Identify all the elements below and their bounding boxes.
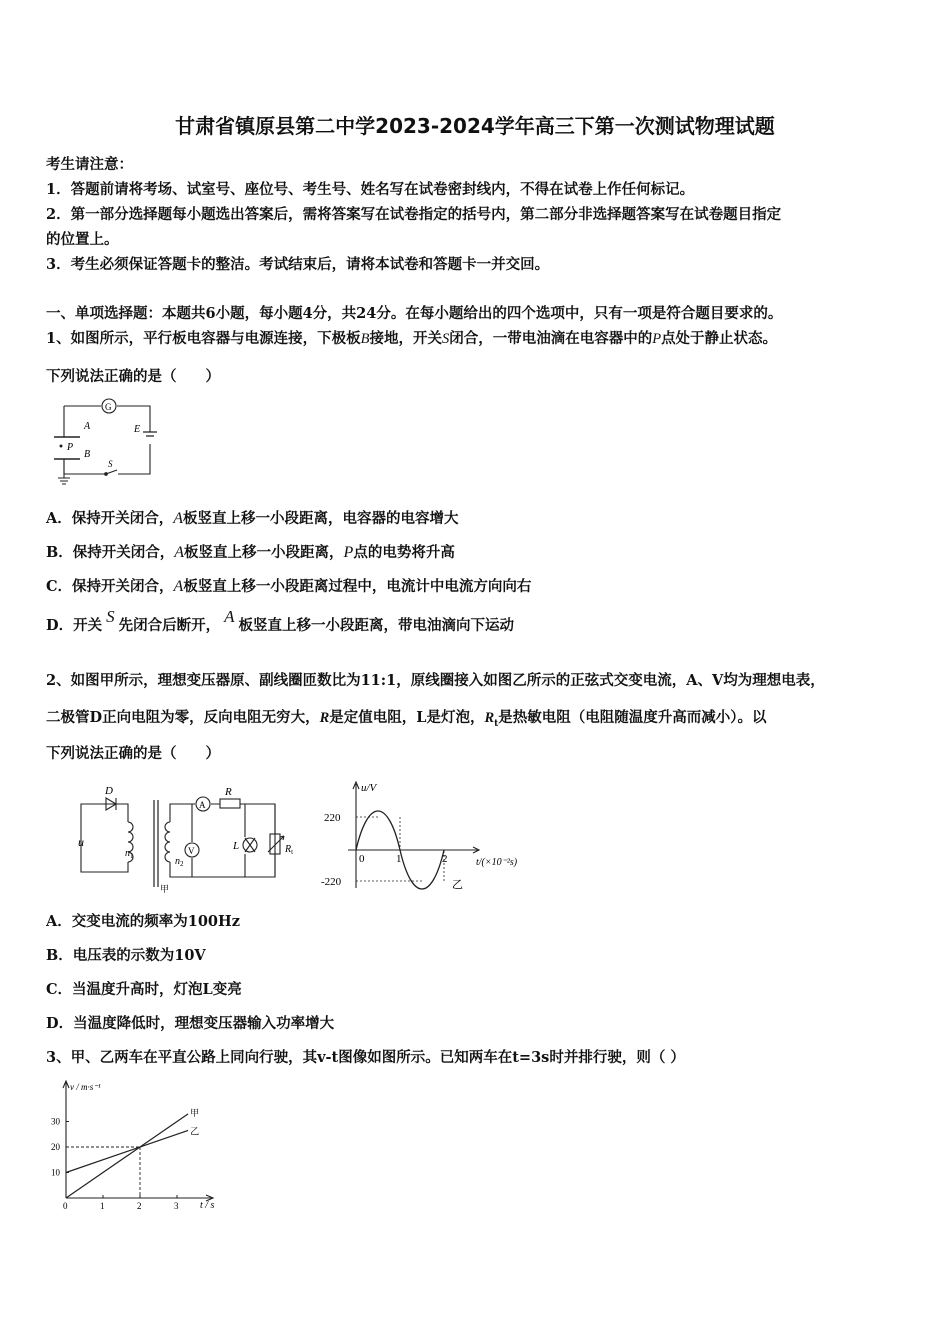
q2-fig-yi-label: 乙 — [452, 879, 463, 891]
q2-var-r: R — [319, 710, 330, 726]
notice-item-2: 2．第一部分选择题每小题选出答案后，需将答案写在试卷指定的括号内，第二部分非选择题答案写在试卷题目指定 — [46, 206, 782, 223]
vt-xtick-label: 1 — [100, 1201, 105, 1210]
vt-series-label-1: 甲 — [190, 1107, 200, 1118]
q1-stem-c: 闭合，一带电油滴在电容器中的 — [449, 330, 653, 347]
notice-item-2-cont: 的位置上。 — [46, 231, 119, 248]
q1-option-b — [46, 541, 455, 562]
q1-opt-b-var2: P — [343, 544, 354, 561]
q1-fig-a-label: A — [84, 421, 91, 432]
q1-opt-d-var: S — [106, 607, 115, 626]
q2-transformer-figure — [70, 782, 310, 897]
q1-opt-a-var: A — [173, 510, 184, 527]
q1-stem-b: 接地，开关 — [369, 330, 442, 347]
q2-fig-x2: 2 — [442, 853, 448, 865]
q2-fig-r-label: R — [225, 786, 232, 798]
q1-opt-d-post: 板竖直上移一小段距离，带电油滴向下运动 — [238, 617, 514, 634]
q2-fig-y-pos: 220 — [324, 812, 341, 824]
q2-fig-a-label: A — [199, 800, 206, 810]
section-heading: 一、单项选择题：本题共6小题，每小题4分，共24分。在每小题给出的四个选项中，只有一项是符合题目要求的。 — [46, 305, 783, 322]
vt-ytick-label: 30 — [51, 1116, 60, 1127]
q2-fig-v-label: V — [188, 846, 195, 856]
q2-fig-n2: n — [175, 856, 180, 867]
notice-item-3: 3．考生必须保证答题卡的整洁。考试结束后，请将本试卷和答题卡一并交回。 — [46, 256, 550, 273]
q1-opt-c-var: A — [173, 578, 184, 595]
vt-xtick-label: 3 — [174, 1201, 179, 1210]
oil-drop-dot — [60, 445, 63, 448]
q2-fig-x0: 0 — [359, 853, 365, 865]
q2-fig-x1: 1 — [396, 853, 402, 865]
notice-item-1: 1．答题前请将考场、试室号、座位号、考生号、姓名写在试卷密封线内，不得在试卷上作任何标记。 — [46, 181, 695, 198]
q1-fig-e-label: E — [134, 424, 141, 435]
notice-heading: 考生请注意： — [46, 156, 133, 173]
q2-fig-y-neg: -220 — [321, 876, 342, 888]
vt-series-line-1 — [66, 1114, 188, 1198]
q2-fig-rt: R — [285, 844, 292, 855]
q3-vt-chart — [40, 1078, 230, 1210]
q2-stem-2c: 是热敏电阻（电阻随温度升高而减小）。以 — [498, 709, 767, 726]
q1-opt-b-post: 点的电势将升高 — [353, 544, 455, 561]
q1-var-b: B — [360, 331, 370, 347]
q1-circuit-figure — [46, 394, 161, 489]
q2-fig-rt-label — [284, 844, 293, 856]
q1-stem-a: 1、如图所示，平行板电容器与电源连接，下极板 — [46, 330, 361, 347]
vt-xlabel: t / s — [200, 1200, 215, 1210]
q2-fig-d-label: D — [105, 785, 113, 797]
q1-fig-s-label: S — [108, 459, 113, 469]
q2-fig-u-label: u — [78, 835, 84, 849]
q2-fig-n1-sub: 1 — [130, 852, 134, 860]
q1-opt-a-pre: A．保持开关闭合， — [46, 510, 174, 527]
page-title: 甘肃省镇原县第二中学2023-2024学年高三下第一次测试物理试题 — [175, 114, 775, 138]
q1-opt-b-var: A — [174, 544, 185, 561]
q1-opt-c-pre: C．保持开关闭合， — [46, 578, 174, 595]
q1-var-p: P — [652, 331, 662, 347]
q1-stem — [46, 327, 777, 348]
q1-opt-d-pre: D．开关 — [46, 617, 103, 634]
q1-opt-d-mid: 先闭合后断开， — [118, 617, 221, 634]
vt-ylabel: v / m·s⁻¹ — [70, 1082, 101, 1092]
q1-opt-b-mid: 板竖直上移一小段距离， — [184, 544, 344, 561]
vt-series-line-2 — [66, 1130, 188, 1172]
q2-fig-n1: n — [125, 848, 130, 859]
q2-stem-2a: 二极管D正向电阻为零，反向电阻无穷大， — [46, 709, 320, 726]
q2-fig-n2-label — [175, 856, 184, 868]
q2-fig-ylabel: u/V — [361, 782, 377, 794]
vt-ticks — [51, 1117, 179, 1211]
q1-option-d — [46, 607, 514, 635]
vt-xtick-label: 2 — [137, 1201, 142, 1210]
q2-option-a: A．交变电流的频率为100Hz — [46, 913, 240, 930]
q2-stem-2 — [46, 706, 767, 729]
q2-option-c: C．当温度升高时，灯泡L变亮 — [46, 981, 242, 998]
q2-fig-jia-label: 甲 — [160, 884, 170, 894]
q1-opt-a-post: 板竖直上移一小段距离，电容器的电容增大 — [183, 510, 459, 527]
q2-stem-1: 2、如图甲所示，理想变压器原、副线圈匝数比为11:1，原线圈接入如图乙所示的正弦式交变电流，A、V均为理想电表， — [46, 672, 825, 689]
q1-fig-p-label: P — [67, 442, 74, 453]
q1-opt-d-var2: A — [224, 607, 235, 626]
q2-option-d: D．当温度降低时，理想变压器输入功率增大 — [46, 1015, 335, 1032]
q2-var-rt-sub: t — [494, 718, 499, 729]
vt-axes — [63, 1081, 213, 1201]
q3-stem: 3、甲、乙两车在平直公路上同向行驶，其v-t图像如图所示。已知两车在t=3s时并排行驶，则（ ） — [46, 1049, 685, 1066]
vt-ytick-label: 10 — [51, 1167, 60, 1178]
q2-fig-l-label: L — [233, 840, 240, 852]
q2-waveform-figure — [318, 778, 538, 893]
q2-fig-xlabel: t/(×10⁻²s) — [476, 857, 518, 868]
q1-fig-b-label: B — [84, 449, 91, 460]
q2-stem-2b: 是定值电阻，L是灯泡， — [329, 709, 485, 726]
q1-option-c — [46, 575, 531, 596]
q1-stem-d: 点处于静止状态。 — [661, 330, 778, 347]
vt-xtick-label: 0 — [63, 1201, 68, 1210]
q1-fig-g-label: G — [105, 402, 112, 412]
vt-ytick-label: 20 — [51, 1142, 60, 1152]
vt-series-label-2: 乙 — [190, 1126, 200, 1137]
q1-opt-b-pre: B．保持开关闭合， — [46, 544, 175, 561]
q2-var-rt: R — [484, 710, 495, 726]
q1-stem-2: 下列说法正确的是（ ） — [46, 368, 220, 385]
q1-opt-c-post: 板竖直上移一小段距离过程中，电流计中电流方向向右 — [183, 578, 532, 595]
q2-fig-rt-sub: t — [291, 848, 294, 856]
q1-option-a — [46, 507, 459, 528]
q2-fig-n2-sub: 2 — [180, 860, 184, 868]
vt-series — [66, 1108, 199, 1198]
q2-option-b: B．电压表的示数为10V — [46, 947, 206, 964]
q1-var-s: S — [441, 331, 450, 347]
q2-stem-3: 下列说法正确的是（ ） — [46, 745, 220, 762]
